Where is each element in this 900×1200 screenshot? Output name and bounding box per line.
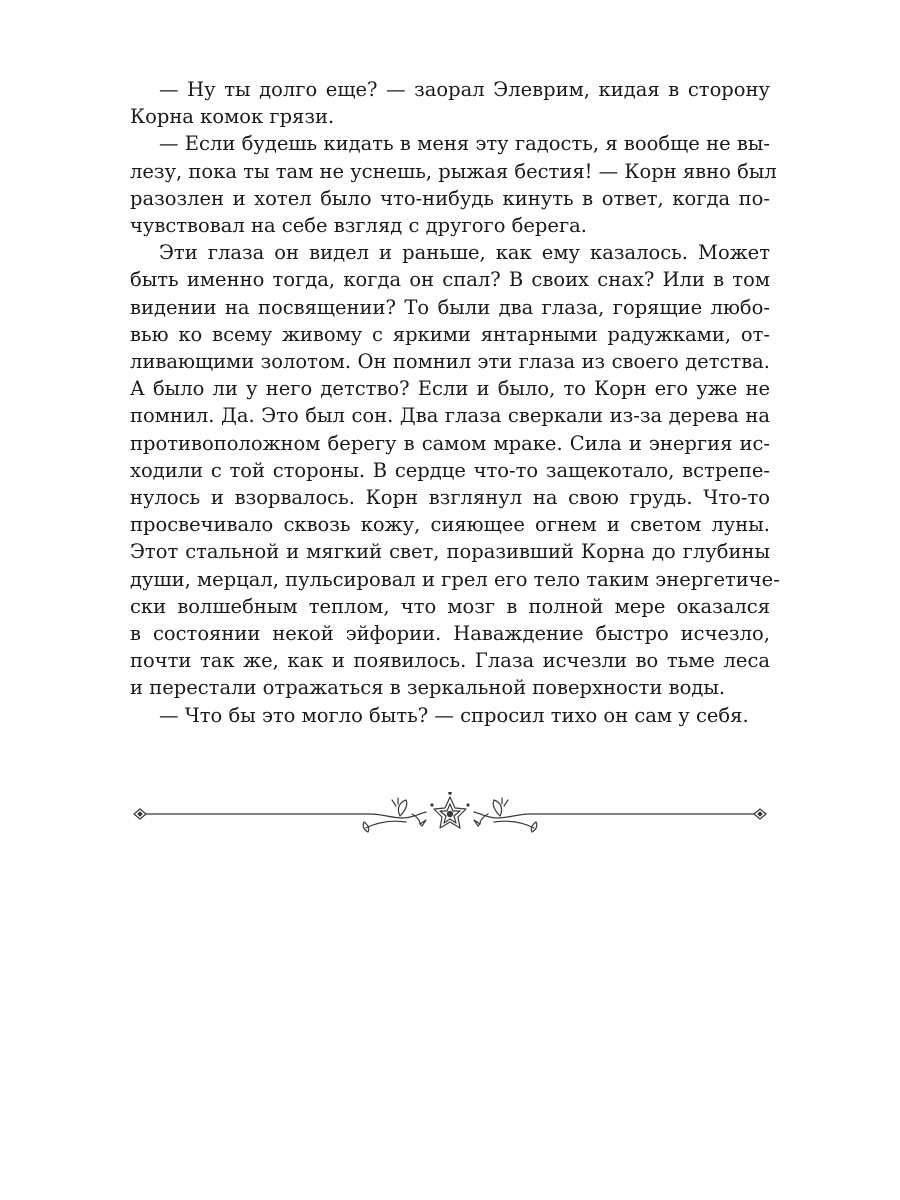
text-line: просвечивало сквозь кожу, сияющее огнем и светом луны. bbox=[130, 513, 770, 537]
paragraph bbox=[130, 76, 770, 130]
star-flourish-divider-icon bbox=[130, 792, 770, 842]
text-line: — Что бы это могло быть? — спросил тихо он сам у себя. bbox=[159, 703, 749, 727]
text-line: нулось и взорвалось. Корн взглянул на свою грудь. Что-то bbox=[130, 486, 770, 510]
text-line: — Ну ты долго еще? — заорал Элеврим, кидая в сторону bbox=[159, 78, 770, 101]
text-line: Этот стальной и мягкий свет, поразивший Корна до глубины bbox=[130, 540, 770, 564]
text-line: Эти глаза он видел и раньше, как ему казалось. Может bbox=[159, 241, 770, 265]
star-icon bbox=[431, 792, 469, 828]
paragraph bbox=[130, 702, 770, 729]
text-line: быть именно тогда, когда он спал? В своих снах? Или в том bbox=[130, 268, 770, 292]
text-line: и перестали отражаться в зеркальной поверхности воды. bbox=[130, 676, 726, 700]
text-line: души, мерцал, пульсировал и грел его тело таким энергетиче- bbox=[130, 567, 780, 591]
text-line: ски волшебным теплом, что мозг в полной мере оказался bbox=[130, 594, 770, 618]
text-line: Корна комок грязи. bbox=[130, 105, 335, 129]
text-line: чувствовал на себе взгляд с другого берега. bbox=[130, 214, 587, 238]
text-line: помнил. Да. Это был сон. Два глаза сверкали из-за дерева на bbox=[130, 404, 770, 428]
text-line: почти так же, как и появилось. Глаза исчезли во тьме леса bbox=[130, 649, 770, 673]
text-line: А было ли у него детство? Если и было, то Корн его уже не bbox=[130, 377, 770, 401]
text-line: лезу, пока ты там не уснешь, рыжая бестия! — Корн явно был bbox=[130, 159, 777, 183]
text-line: противоположном берегу в самом мраке. Сила и энергия ис- bbox=[130, 431, 770, 455]
text-line: в состоянии некой эйфории. Наваждение быстро исчезло, bbox=[130, 622, 770, 646]
paragraph bbox=[130, 130, 777, 239]
text-line: ходили с той стороны. В сердце что-то защекотало, встрепе- bbox=[130, 458, 770, 482]
text-line: вью ко всему живому с яркими янтарными радужками, от- bbox=[130, 322, 770, 346]
text-line: видении на посвящении? То были два глаза, горящие любо- bbox=[130, 295, 770, 319]
text-line: разозлен и хотел было что-нибудь кинуть в ответ, когда по- bbox=[130, 186, 770, 210]
text-line: — Если будешь кидать в меня эту гадость, я вообще не вы- bbox=[159, 132, 770, 156]
text-line: ливающими золотом. Он помнил эти глаза из своего детства. bbox=[130, 350, 770, 374]
paragraph bbox=[130, 239, 780, 701]
body-text bbox=[130, 76, 780, 729]
